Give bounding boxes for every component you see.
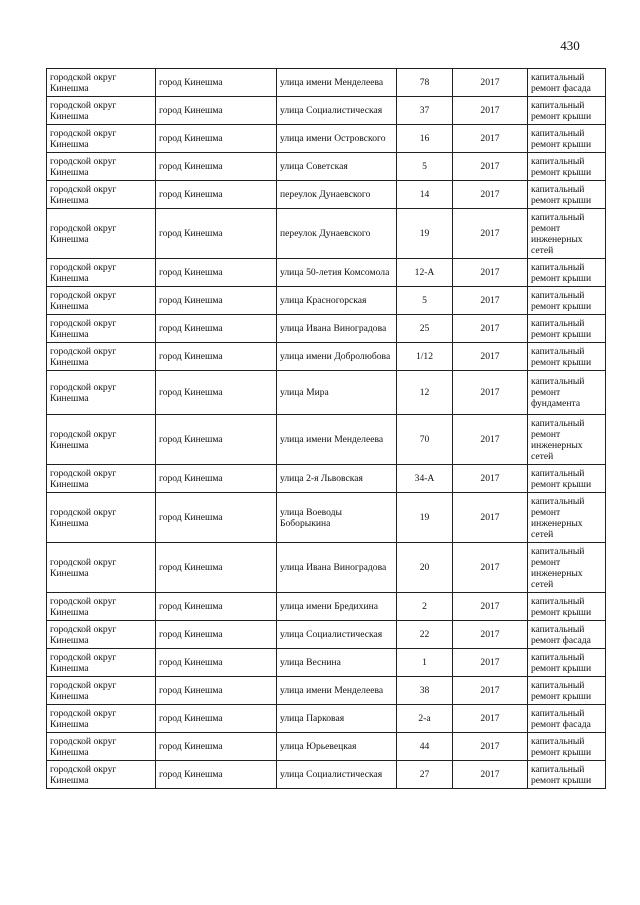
street-cell: улица 50-летия Комсомола xyxy=(277,259,397,287)
year-cell: 2017 xyxy=(453,543,528,593)
house-number-cell: 44 xyxy=(397,733,453,761)
street-cell: улица Советская xyxy=(277,153,397,181)
city-cell: город Кинешма xyxy=(156,543,277,593)
work-type-cell: капитальный ремонт крыши xyxy=(528,677,606,705)
house-number-cell: 20 xyxy=(397,543,453,593)
year-cell: 2017 xyxy=(453,415,528,465)
street-cell: улица имени Бредихина xyxy=(277,593,397,621)
table-row xyxy=(47,97,606,125)
table-row xyxy=(47,259,606,287)
district-cell: городской округ Кинешма xyxy=(47,465,156,493)
work-type-cell: капитальный ремонт крыши xyxy=(528,287,606,315)
house-number-cell: 78 xyxy=(397,69,453,97)
table-row xyxy=(47,125,606,153)
year-cell: 2017 xyxy=(453,733,528,761)
district-cell: городской округ Кинешма xyxy=(47,733,156,761)
year-cell: 2017 xyxy=(453,259,528,287)
repair-register-table xyxy=(46,68,606,789)
work-type-cell: капитальный ремонт крыши xyxy=(528,315,606,343)
city-cell: город Кинешма xyxy=(156,761,277,789)
street-cell: улица имени Островского xyxy=(277,125,397,153)
street-cell: улица Юрьевецкая xyxy=(277,733,397,761)
street-cell: улица Веснина xyxy=(277,649,397,677)
year-cell: 2017 xyxy=(453,287,528,315)
street-cell: улица имени Менделеева xyxy=(277,69,397,97)
city-cell: город Кинешма xyxy=(156,69,277,97)
table-row xyxy=(47,493,606,543)
district-cell: городской округ Кинешма xyxy=(47,415,156,465)
city-cell: город Кинешма xyxy=(156,621,277,649)
year-cell: 2017 xyxy=(453,493,528,543)
house-number-cell: 37 xyxy=(397,97,453,125)
house-number-cell: 12-А xyxy=(397,259,453,287)
street-cell: улица Парковая xyxy=(277,705,397,733)
work-type-cell: капитальный ремонт фундамента xyxy=(528,371,606,415)
year-cell: 2017 xyxy=(453,97,528,125)
house-number-cell: 25 xyxy=(397,315,453,343)
street-cell: переулок Дунаевского xyxy=(277,181,397,209)
street-cell: улица Красногорская xyxy=(277,287,397,315)
house-number-cell: 14 xyxy=(397,181,453,209)
house-number-cell: 19 xyxy=(397,209,453,259)
table-row xyxy=(47,69,606,97)
city-cell: город Кинешма xyxy=(156,493,277,543)
street-cell: улица Социалистическая xyxy=(277,621,397,649)
district-cell: городской округ Кинешма xyxy=(47,761,156,789)
work-type-cell: капитальный ремонт крыши xyxy=(528,181,606,209)
work-type-cell: капитальный ремонт крыши xyxy=(528,733,606,761)
page-number: 430 xyxy=(560,38,580,53)
year-cell: 2017 xyxy=(453,677,528,705)
year-cell: 2017 xyxy=(453,181,528,209)
district-cell: городской округ Кинешма xyxy=(47,621,156,649)
table-row xyxy=(47,677,606,705)
year-cell: 2017 xyxy=(453,315,528,343)
district-cell: городской округ Кинешма xyxy=(47,259,156,287)
city-cell: город Кинешма xyxy=(156,181,277,209)
house-number-cell: 2-а xyxy=(397,705,453,733)
street-cell: улица 2-я Львовская xyxy=(277,465,397,493)
city-cell: город Кинешма xyxy=(156,259,277,287)
district-cell: городской округ Кинешма xyxy=(47,649,156,677)
table-row xyxy=(47,287,606,315)
house-number-cell: 1 xyxy=(397,649,453,677)
work-type-cell: капитальный ремонт фасада xyxy=(528,69,606,97)
work-type-cell: капитальный ремонт крыши xyxy=(528,153,606,181)
table-row xyxy=(47,649,606,677)
year-cell: 2017 xyxy=(453,125,528,153)
work-type-cell: капитальный ремонт крыши xyxy=(528,125,606,153)
work-type-cell: капитальный ремонт крыши xyxy=(528,259,606,287)
house-number-cell: 27 xyxy=(397,761,453,789)
work-type-cell: капитальный ремонт крыши xyxy=(528,593,606,621)
district-cell: городской округ Кинешма xyxy=(47,69,156,97)
year-cell: 2017 xyxy=(453,761,528,789)
table-row xyxy=(47,371,606,415)
house-number-cell: 5 xyxy=(397,287,453,315)
district-cell: городской округ Кинешма xyxy=(47,593,156,621)
street-cell: переулок Дунаевского xyxy=(277,209,397,259)
district-cell: городской округ Кинешма xyxy=(47,125,156,153)
house-number-cell: 5 xyxy=(397,153,453,181)
year-cell: 2017 xyxy=(453,371,528,415)
district-cell: городской округ Кинешма xyxy=(47,343,156,371)
year-cell: 2017 xyxy=(453,621,528,649)
table-row xyxy=(47,543,606,593)
district-cell: городской округ Кинешма xyxy=(47,287,156,315)
city-cell: город Кинешма xyxy=(156,465,277,493)
house-number-cell: 70 xyxy=(397,415,453,465)
house-number-cell: 22 xyxy=(397,621,453,649)
year-cell: 2017 xyxy=(453,209,528,259)
table-row xyxy=(47,761,606,789)
district-cell: городской округ Кинешма xyxy=(47,209,156,259)
table-row xyxy=(47,181,606,209)
table-row xyxy=(47,343,606,371)
year-cell: 2017 xyxy=(453,593,528,621)
street-cell: улица Воеводы Боборыкина xyxy=(277,493,397,543)
city-cell: город Кинешма xyxy=(156,593,277,621)
year-cell: 2017 xyxy=(453,649,528,677)
city-cell: город Кинешма xyxy=(156,733,277,761)
year-cell: 2017 xyxy=(453,69,528,97)
city-cell: город Кинешма xyxy=(156,705,277,733)
district-cell: городской округ Кинешма xyxy=(47,181,156,209)
year-cell: 2017 xyxy=(453,153,528,181)
house-number-cell: 2 xyxy=(397,593,453,621)
city-cell: город Кинешма xyxy=(156,677,277,705)
table-row xyxy=(47,153,606,181)
house-number-cell: 19 xyxy=(397,493,453,543)
house-number-cell: 12 xyxy=(397,371,453,415)
work-type-cell: капитальный ремонт инженерных сетей xyxy=(528,543,606,593)
table-row xyxy=(47,705,606,733)
city-cell: город Кинешма xyxy=(156,153,277,181)
work-type-cell: капитальный ремонт крыши xyxy=(528,649,606,677)
table-row xyxy=(47,465,606,493)
city-cell: город Кинешма xyxy=(156,343,277,371)
work-type-cell: капитальный ремонт крыши xyxy=(528,761,606,789)
table-row xyxy=(47,621,606,649)
city-cell: город Кинешма xyxy=(156,649,277,677)
work-type-cell: капитальный ремонт фасада xyxy=(528,621,606,649)
work-type-cell: капитальный ремонт фасада xyxy=(528,705,606,733)
district-cell: городской округ Кинешма xyxy=(47,153,156,181)
table-row xyxy=(47,315,606,343)
street-cell: улица Мира xyxy=(277,371,397,415)
house-number-cell: 1/12 xyxy=(397,343,453,371)
city-cell: город Кинешма xyxy=(156,371,277,415)
table-row xyxy=(47,415,606,465)
table-body xyxy=(47,69,606,789)
street-cell: улица имени Менделеева xyxy=(277,415,397,465)
work-type-cell: капитальный ремонт инженерных сетей xyxy=(528,493,606,543)
city-cell: город Кинешма xyxy=(156,415,277,465)
year-cell: 2017 xyxy=(453,343,528,371)
district-cell: городской округ Кинешма xyxy=(47,315,156,343)
district-cell: городской округ Кинешма xyxy=(47,705,156,733)
table-row xyxy=(47,209,606,259)
city-cell: город Кинешма xyxy=(156,97,277,125)
district-cell: городской округ Кинешма xyxy=(47,543,156,593)
table-row xyxy=(47,733,606,761)
year-cell: 2017 xyxy=(453,705,528,733)
work-type-cell: капитальный ремонт крыши xyxy=(528,97,606,125)
house-number-cell: 34-А xyxy=(397,465,453,493)
city-cell: город Кинешма xyxy=(156,125,277,153)
city-cell: город Кинешма xyxy=(156,209,277,259)
city-cell: город Кинешма xyxy=(156,315,277,343)
street-cell: улица имени Менделеева xyxy=(277,677,397,705)
district-cell: городской округ Кинешма xyxy=(47,371,156,415)
street-cell: улица Социалистическая xyxy=(277,97,397,125)
table-row xyxy=(47,593,606,621)
street-cell: улица Ивана Виноградова xyxy=(277,315,397,343)
street-cell: улица Ивана Виноградова xyxy=(277,543,397,593)
street-cell: улица имени Добролюбова xyxy=(277,343,397,371)
street-cell: улица Социалистическая xyxy=(277,761,397,789)
work-type-cell: капитальный ремонт инженерных сетей xyxy=(528,415,606,465)
district-cell: городской округ Кинешма xyxy=(47,97,156,125)
house-number-cell: 16 xyxy=(397,125,453,153)
work-type-cell: капитальный ремонт инженерных сетей xyxy=(528,209,606,259)
work-type-cell: капитальный ремонт крыши xyxy=(528,343,606,371)
work-type-cell: капитальный ремонт крыши xyxy=(528,465,606,493)
house-number-cell: 38 xyxy=(397,677,453,705)
city-cell: город Кинешма xyxy=(156,287,277,315)
district-cell: городской округ Кинешма xyxy=(47,677,156,705)
year-cell: 2017 xyxy=(453,465,528,493)
district-cell: городской округ Кинешма xyxy=(47,493,156,543)
